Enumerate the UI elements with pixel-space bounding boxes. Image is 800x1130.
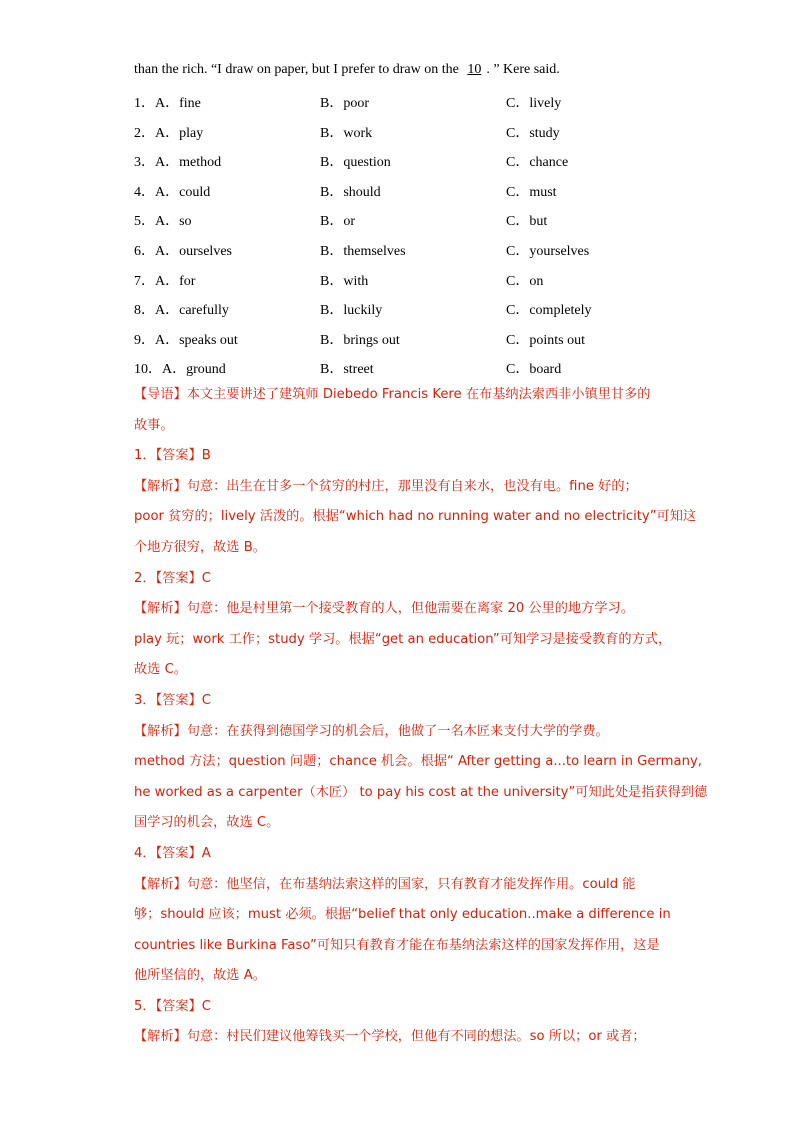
option-a: 4．A．could [134,184,211,200]
option-a: 6．A．ourselves [134,243,232,259]
option-c: C．chance [506,155,569,171]
option-row [134,295,694,325]
option-b: B．or [320,214,355,230]
answer-explanations [134,380,708,1053]
answer-heading: 2．【答案】C [134,570,211,586]
explanation-line: method 方法；question 问题；chance 机会。根据“ After getting a...to learn in Germany, [134,754,702,770]
option-a: 8．A．carefully [134,303,229,319]
option-b: B．should [320,184,381,200]
explanation-line: 故选 C。 [134,662,187,678]
answer-heading: 3．【答案】C [134,692,211,708]
answer-heading: 5．【答案】C [134,998,211,1014]
blank-10: 10 [467,62,482,77]
option-row [134,88,694,118]
option-b: B．street [320,362,374,378]
option-row [134,118,694,148]
option-row [134,177,694,207]
explanation-line: countries like Burkina Faso”可知只有教育才能在布基纳法索这样的国家发挥作用，这是 [134,937,660,953]
option-a: 3．A．method [134,155,222,171]
option-c: C．completely [506,303,592,319]
option-row [134,266,694,296]
explanation-line: play 玩；work 工作；study 学习。根据“get an education”可知学习是接受教育的方式， [134,631,672,647]
explanation-line: poor 贫穷的；lively 活泼的。根据“which had no running water and no electricity”可知这 [134,509,697,525]
option-a: 9．A．speaks out [134,332,238,348]
option-c: C．study [506,125,560,141]
explanation-line: he worked as a carpenter（木匠） to pay his cost at the university”可知此处是指获得到德 [134,784,708,800]
explanation-line: 国学习的机会，故选 C。 [134,815,280,831]
option-c: C．lively [506,96,562,111]
option-c: C．board [506,362,562,378]
option-a: 5．A．so [134,214,192,230]
explanation-line: 个地方很穷，故选 B。 [134,539,266,555]
passage-ending [134,62,560,78]
option-c: C．must [506,184,557,200]
explanation-line: 够；should 应该；must 必须。根据“belief that only education..make a difference in [134,907,671,923]
option-row [134,206,694,236]
option-b: B．work [320,125,373,141]
explanation-line: 【解析】句意：他坚信，在布基纳法索这样的国家，只有教育才能发挥作用。could 能 [134,876,636,892]
option-c: C．points out [506,332,585,348]
option-c: C．but [506,214,548,230]
answer-heading: 4．【答案】A [134,845,211,861]
option-b: B．themselves [320,243,406,259]
option-b: B．brings out [320,332,400,348]
explanation-line: 【解析】句意：出生在甘多一个贫穷的村庄，那里没有自来水，也没有电。fine 好的； [134,478,638,494]
option-row [134,147,694,177]
option-c: C．on [506,273,544,289]
explanation-line: 【解析】句意：村民们建议他筹钱买一个学校，但他有不同的想法。so 所以；or 或者； [134,1029,646,1045]
explanation-line: 【解析】句意：他是村里第一个接受教育的人，但他需要在离家 20 公里的地方学习。 [134,601,634,617]
option-b: B．question [320,155,391,171]
option-a: 1．A．fine [134,96,201,111]
option-a: 2．A．play [134,125,204,141]
passage-text-before: than the rich. “I draw on paper, but I prefer to draw on the [134,62,463,77]
intro-guide-line: 【导语】本文主要讲述了建筑师 Diebedo Francis Kere 在布基纳法索西非小镇里甘多的 [134,387,651,402]
option-b: B．poor [320,96,369,111]
option-row [134,325,694,355]
passage-text-after: . ” Kere said. [486,62,560,77]
option-a: 7．A．for [134,273,196,289]
explanation-line: 【解析】句意：在获得到德国学习的机会后，他做了一名木匠来支付大学的学费。 [134,723,609,739]
option-a: 10．A．ground [134,362,226,378]
option-b: B．luckily [320,303,383,319]
answer-heading: 1．【答案】B [134,448,211,464]
options-list [134,88,694,384]
explanation-line: 他所坚信的，故选 A。 [134,968,266,984]
option-b: B．with [320,273,369,289]
option-c: C．yourselves [506,243,590,259]
option-row [134,236,694,266]
intro-guide-line: 故事。 [134,417,174,433]
